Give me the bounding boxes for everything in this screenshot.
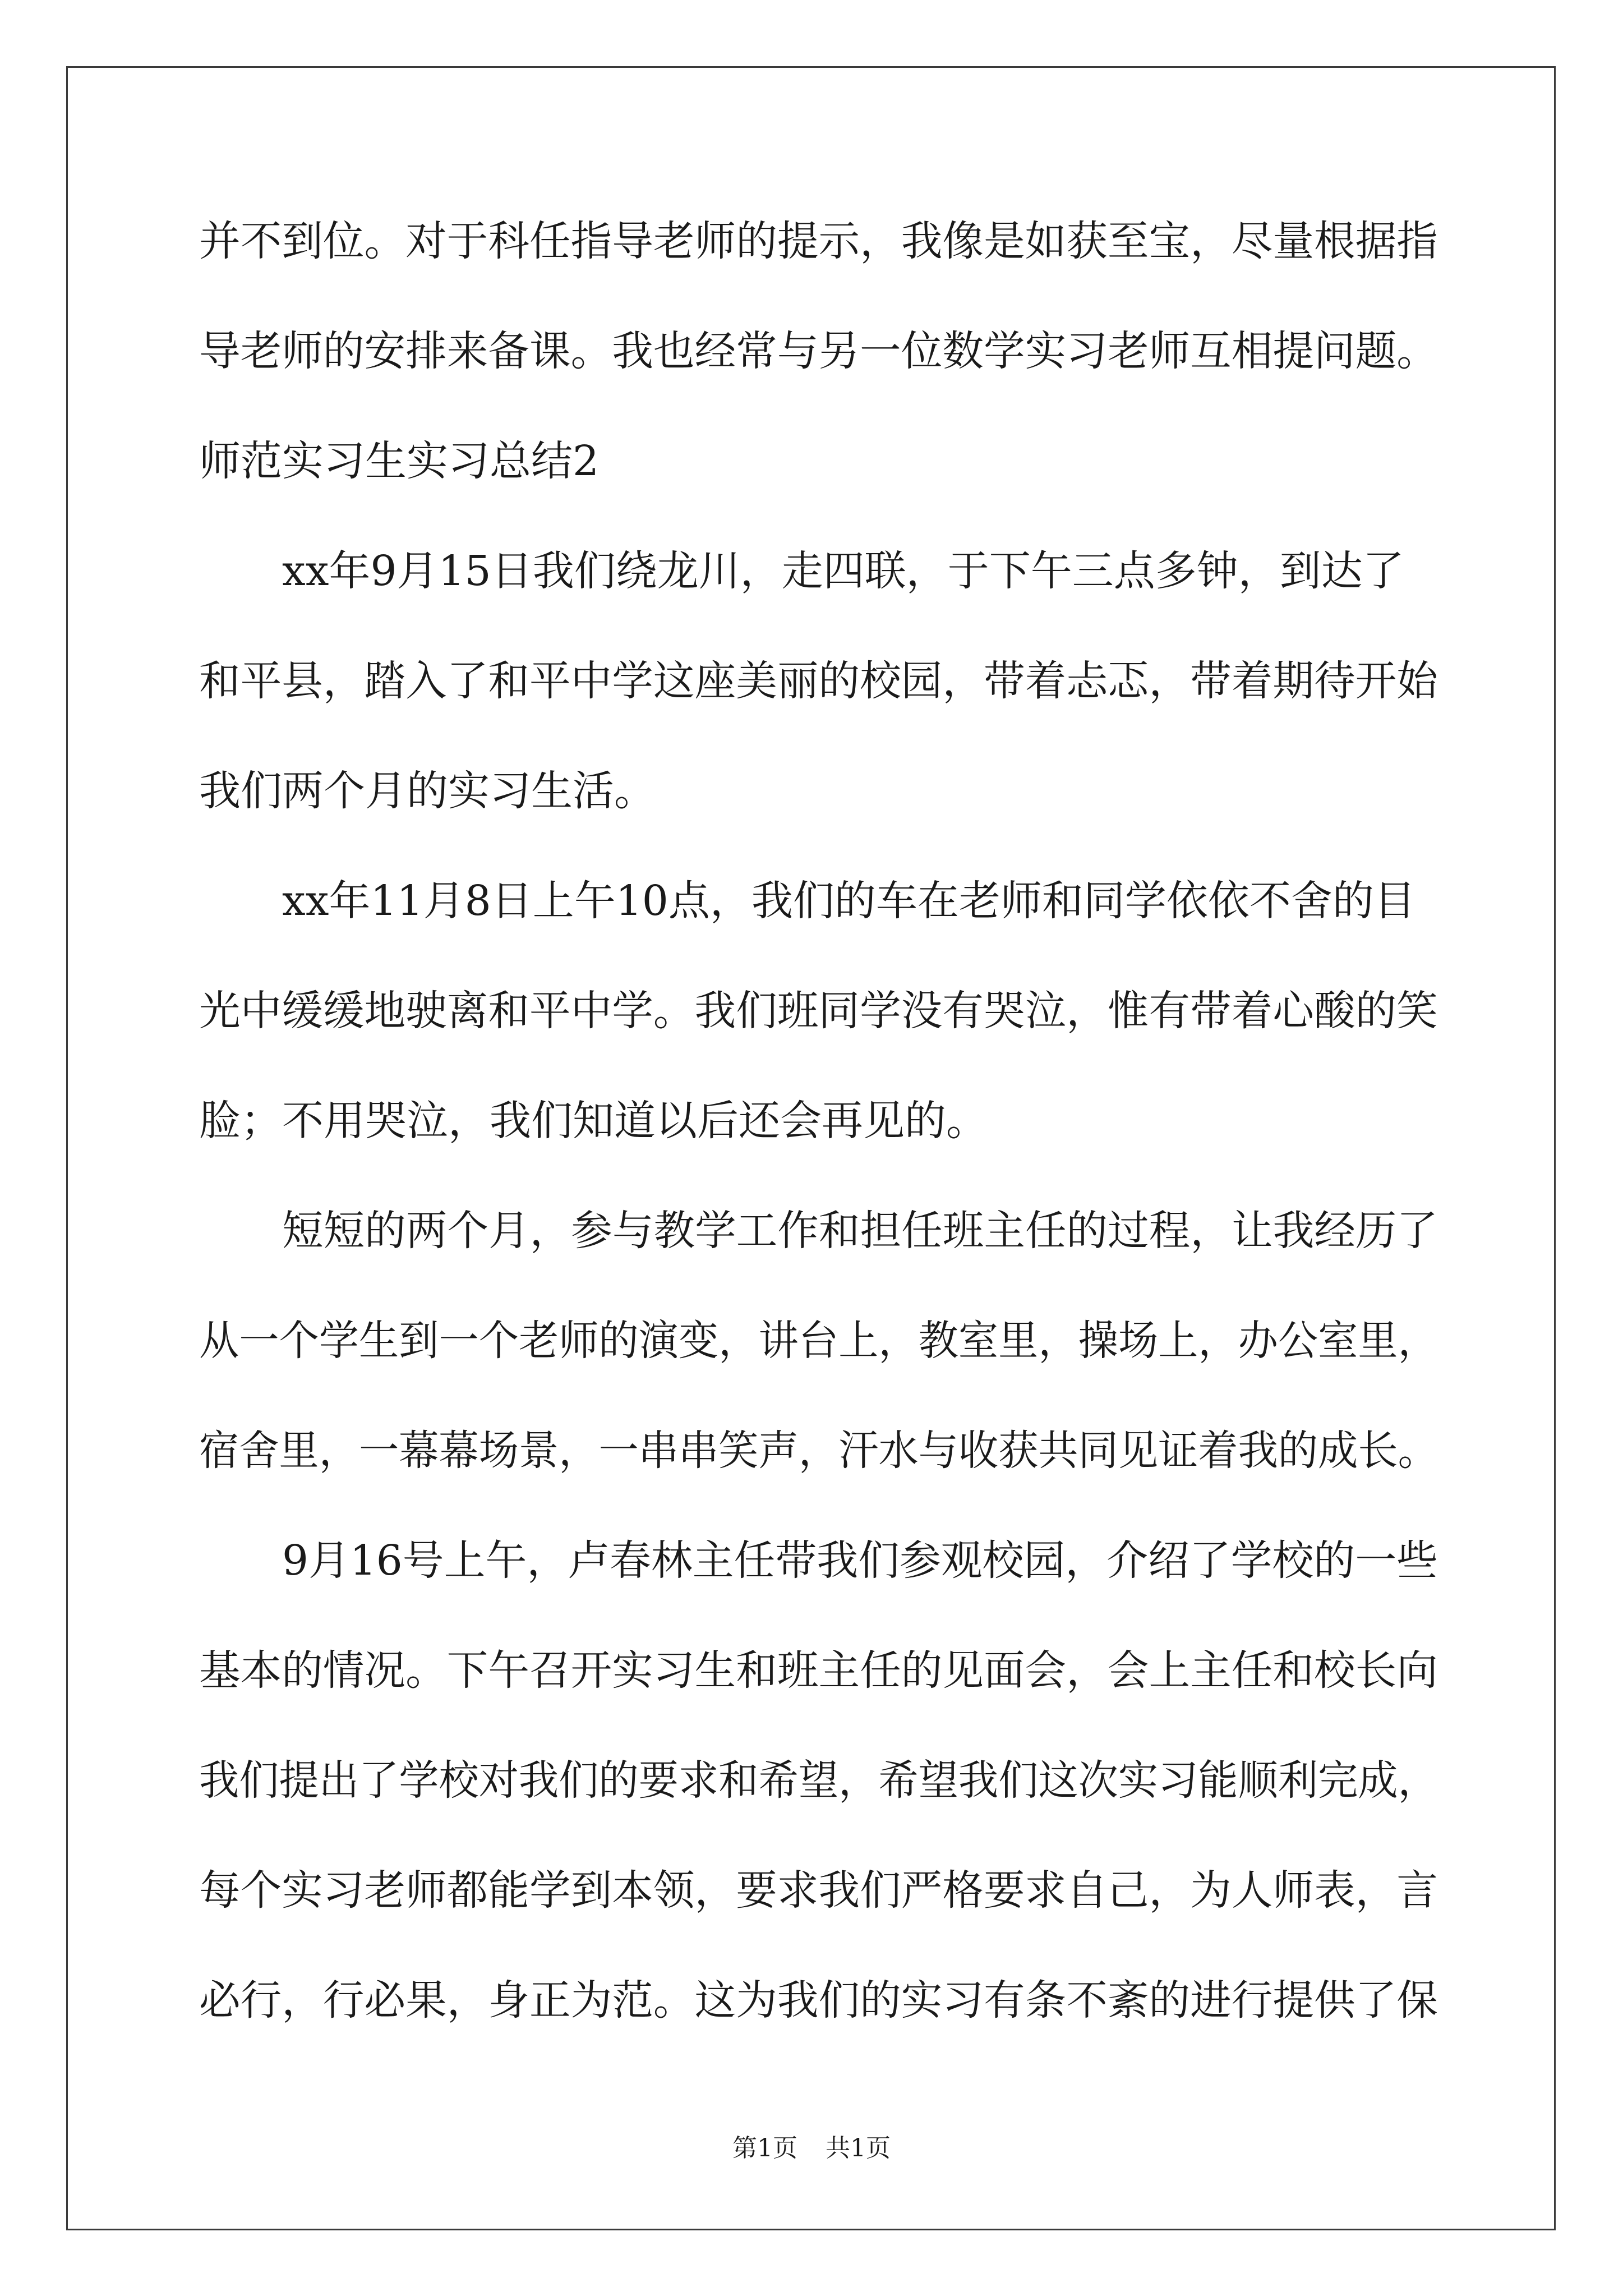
text-line: 必行，行必果，身正为范。这为我们的实习有条不紊的进行提供了保 bbox=[199, 1976, 1438, 2024]
text-line: 我们提出了学校对我们的要求和希望，希望我们这次实习能顺利完成， bbox=[199, 1756, 1438, 1805]
text-line: 导老师的安排来备课。我也经常与另一位数学实习老师互相提问题。 bbox=[199, 327, 1438, 375]
text-line: 脸；不用哭泣，我们知道以后还会再见的。 bbox=[199, 1097, 988, 1145]
page-number-current: 第1页 bbox=[732, 2134, 797, 2162]
page-footer bbox=[0, 2132, 1623, 2165]
text-line: xx年11月8日上午10点，我们的车在老师和同学依依不舍的目 bbox=[282, 877, 1415, 925]
text-line: 短短的两个月，参与教学工作和担任班主任的过程，让我经历了 bbox=[282, 1207, 1438, 1255]
text-line: 并不到位。对于科任指导老师的提示，我像是如获至宝，尽量根据指 bbox=[199, 217, 1438, 265]
text-line: 宿舍里，一幕幕场景，一串串笑声，汗水与收获共同见证着我的成长。 bbox=[199, 1427, 1438, 1475]
text-line: 从一个学生到一个老师的演变，讲台上，教室里，操场上，办公室里， bbox=[199, 1317, 1438, 1365]
text-line: 和平县，踏入了和平中学这座美丽的校园，带着忐忑，带着期待开始 bbox=[199, 657, 1438, 705]
text-line: 9月16号上午，卢春林主任带我们参观校园，介绍了学校的一些 bbox=[282, 1536, 1438, 1585]
section-heading: 师范实习生实习总结2 bbox=[199, 437, 600, 485]
text-line: 我们两个月的实习生活。 bbox=[199, 767, 656, 815]
text-line: 基本的情况。下午召开实习生和班主任的见面会，会上主任和校长向 bbox=[199, 1646, 1438, 1695]
text-line: xx年9月15日我们绕龙川，走四联，于下午三点多钟，到达了 bbox=[282, 547, 1404, 595]
text-line: 每个实习老师都能学到本领，要求我们严格要求自己，为人师表，言 bbox=[199, 1866, 1438, 1915]
page-number-total: 共1页 bbox=[826, 2134, 891, 2162]
text-line: 光中缓缓地驶离和平中学。我们班同学没有哭泣，惟有带着心酸的笑 bbox=[199, 987, 1438, 1035]
